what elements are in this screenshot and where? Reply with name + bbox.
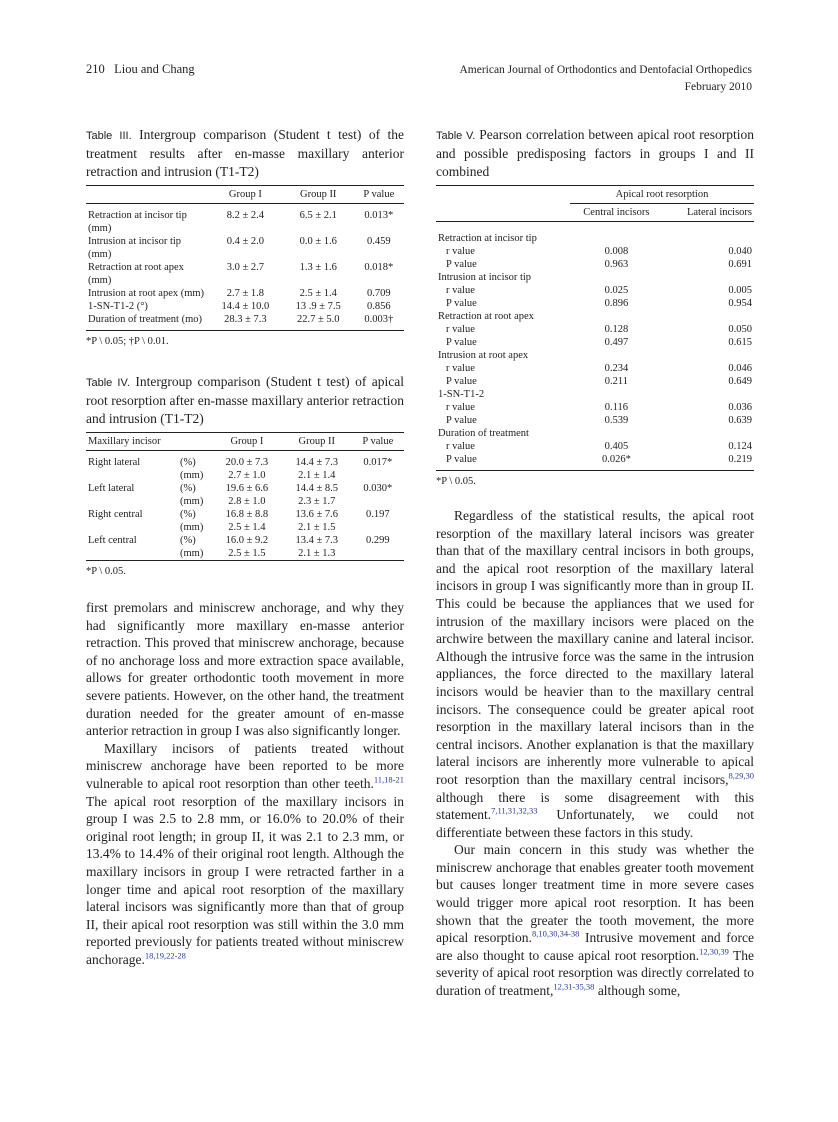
t5-cell: 0.128 (604, 324, 629, 335)
table-5 (436, 126, 754, 487)
table-row (86, 235, 404, 261)
table-row (436, 440, 754, 453)
t5-group-label: 1-SN-T1-2 (438, 389, 485, 400)
journal-issue: February 2010 (684, 81, 752, 93)
t5-cell: 0.124 (728, 441, 752, 452)
t3-cell: 0.709 (367, 288, 391, 299)
running-header-left (86, 62, 195, 77)
table-row (86, 547, 404, 561)
t4-unit: (%) (180, 457, 196, 468)
table-5-label: Table V. (436, 130, 476, 142)
t4-cell: 16.0 ± 9.2 (225, 535, 269, 546)
t5-cell: 0.405 (604, 441, 629, 452)
body-text: Maxillary incisors of patients treated without miniscrew anchorage have been reported to be more vulnerable to apical root resorption than other teeth. (86, 740, 404, 791)
t3-head-p: P value (363, 189, 395, 200)
t4-head-incisor: Maxillary incisor (88, 436, 161, 447)
table-row (86, 469, 404, 482)
t3-head-g1: Group I (228, 189, 262, 200)
t4-cell: 20.0 ± 7.3 (225, 457, 269, 468)
t5-stat-label: P value (446, 454, 477, 465)
t5-stat-label: P value (446, 298, 477, 309)
t3-cell: 1.3 ± 1.6 (299, 262, 337, 273)
table-row (86, 534, 404, 547)
journal-name: American Journal of Orthodontics and Dentofacial Orthopedics (459, 64, 752, 76)
t3-cell: 2.7 ± 1.8 (226, 288, 264, 299)
t4-cell: 2.7 ± 1.0 (228, 470, 266, 481)
table-row (436, 336, 754, 349)
body-text: The apical root resorption of the maxillary incisors in group I was 2.5 to 2.8 mm, or 16.0% to 20.0% of their original root length; in group II, it was 2.1 to 2.3 mm, or 13.4% to 14.4% of their original root length. Although the maxillary incisors in group I were retracted farther in a longer time and apical root resorption of the maxillary lateral incisors was significantly more than that of group II, their apical root resorption was still within the 3.0 mm reported previously for patients treated without miniscrew anchorage. (86, 793, 404, 967)
table-5-grid (436, 185, 754, 471)
table-row (436, 375, 754, 388)
t4-cell: 2.8 ± 1.0 (228, 496, 266, 507)
t4-unit: (%) (180, 509, 196, 520)
t5-stat-label: P value (446, 337, 477, 348)
t4-cell: 14.4 ± 8.5 (295, 483, 339, 494)
table-3-label: Table III. (86, 130, 132, 142)
body-paragraph (86, 740, 404, 969)
table-row (436, 388, 754, 401)
right-body-text (436, 507, 754, 1000)
t5-cell: 0.497 (604, 337, 629, 348)
t3-cell: 0.013* (364, 210, 394, 221)
table-row (436, 323, 754, 336)
t3-cell: 22.7 ± 5.0 (296, 314, 340, 325)
t3-row-label: Duration of treatment (mo) (88, 314, 203, 325)
table-5-caption (436, 126, 754, 181)
table-row (436, 271, 754, 284)
t5-group-label: Intrusion at root apex (438, 350, 529, 361)
table-3-footnote: *P \ 0.05; †P \ 0.01. (86, 336, 169, 347)
t5-cell: 0.649 (728, 376, 752, 387)
table-row (86, 521, 404, 534)
t5-cell: 0.025 (604, 285, 629, 296)
table-row (436, 284, 754, 297)
citation[interactable]: 8,29,30 (728, 770, 754, 781)
table-row (436, 427, 754, 440)
t3-cell: 28.3 ± 7.3 (224, 314, 267, 325)
table-row (86, 313, 404, 331)
body-text: The severity of apical root resorption was directly correlated to duration of treatment, (436, 947, 755, 999)
t3-cell: 8.2 ± 2.4 (226, 210, 264, 221)
body-paragraph (436, 841, 754, 999)
body-text: Unfortunately, we could not differentiate between these factors in this study. (436, 807, 754, 840)
t5-cell: 0.963 (604, 259, 629, 270)
t4-unit: (mm) (180, 470, 204, 481)
t5-span-header: Apical root resorption (570, 186, 754, 204)
t3-row-label: Retraction at root apex (mm) (88, 262, 184, 286)
t5-cell: 0.046 (728, 363, 752, 374)
t5-stat-label: P value (446, 415, 477, 426)
t4-tooth: Left lateral (88, 483, 135, 494)
t3-row-label: Intrusion at root apex (mm) (88, 288, 205, 299)
body-text: Intrusive movement and force are also thought to cause apical root resorption. (436, 930, 754, 963)
t4-cell: 2.1 ± 1.4 (298, 470, 336, 481)
t3-cell: 0.4 ± 2.0 (226, 236, 264, 247)
t4-cell: 2.1 ± 1.5 (298, 522, 336, 533)
t5-cell: 0.008 (604, 246, 629, 257)
t5-cell: 0.954 (728, 298, 752, 309)
t3-head-g2: Group II (299, 189, 337, 200)
table-5-footnote: *P \ 0.05. (436, 476, 476, 487)
t5-stat-label: r value (446, 246, 475, 257)
t5-group-label: Duration of treatment (438, 428, 529, 439)
t3-cell: 0.003† (364, 314, 394, 325)
table-row (436, 414, 754, 427)
t4-unit: (%) (180, 483, 196, 494)
table-3-caption-text: Intergroup comparison (Student t test) of the treatment results after en-masse maxillary anterior retraction and intrusion (T1-T2) (86, 127, 405, 179)
t3-row-label: 1-SN-T1-2 (°) (88, 301, 148, 312)
t4-cell: 2.1 ± 1.3 (298, 548, 336, 559)
t3-cell: 13 .9 ± 7.5 (295, 301, 341, 312)
t4-cell: 14.4 ± 7.3 (295, 457, 339, 468)
t4-head-p: P value (362, 436, 394, 447)
table-row (436, 453, 754, 471)
right-column (436, 126, 754, 1000)
t4-cell: 0.017* (363, 457, 393, 468)
t3-cell: 6.5 ± 2.1 (299, 210, 337, 221)
t5-cell: 0.116 (604, 402, 629, 413)
t5-cell: 0.691 (728, 259, 752, 270)
table-4-label: Table IV. (86, 377, 130, 389)
table-row (436, 258, 754, 271)
table-row (436, 297, 754, 310)
t5-cell: 0.219 (728, 454, 752, 465)
body-text: Our main concern in this study was whether the miniscrew anchorage that enables greater tooth movement but causes longer treatment time in more severe cases would trigger more apical root resorption. It has been shown that the greater the tooth movement, the more apical resorption. (436, 842, 754, 946)
body-text: although some, (594, 983, 681, 999)
table-row (86, 300, 404, 313)
t3-cell: 2.5 ± 1.4 (299, 288, 337, 299)
table-4-caption (86, 373, 404, 428)
t5-stat-label: r value (446, 363, 475, 374)
t4-cell: 13.4 ± 7.3 (295, 535, 339, 546)
body-paragraph: first premolars and miniscrew anchorage, and why they had significantly more maxillary en-masse anterior retraction. This proved that miniscrew anchorage, because of no anchorage loss and more extraction space available, allows for greater orthodontic tooth movement in more severe patients. However, on the other hand, the treatment duration needed for the greater amount of en-masse anterior retraction in group I was also significantly longer. (86, 600, 404, 739)
t4-tooth: Right central (88, 509, 143, 520)
table-4-footnote: *P \ 0.05. (86, 566, 126, 577)
citation[interactable]: 12,30,39 (699, 946, 729, 957)
t5-cell: 0.896 (604, 298, 629, 309)
table-4 (86, 373, 404, 577)
t4-unit: (mm) (180, 548, 204, 559)
t5-cell: 0.234 (604, 363, 629, 374)
t5-cell: 0.040 (728, 246, 752, 257)
t3-cell: 0.459 (367, 236, 391, 247)
t5-cell: 0.036 (728, 402, 752, 413)
t4-cell: 0.030* (363, 483, 393, 494)
body-text: although there is some disagreement with this statement. (436, 789, 754, 823)
t3-row-label: Retraction at incisor tip (mm) (88, 210, 187, 234)
table-3 (86, 126, 404, 347)
citation[interactable]: 7,11,31,32,33 (491, 805, 538, 816)
t4-cell: 2.3 ± 1.7 (298, 496, 336, 507)
t5-group-label: Retraction at incisor tip (438, 233, 537, 244)
t5-head-lateral: Lateral incisors (686, 207, 752, 218)
table-5-caption-text: Pearson correlation between apical root resorption and possible predisposing factors in groups I and II combined (436, 127, 754, 179)
t3-cell: 3.0 ± 2.7 (226, 262, 264, 273)
t5-stat-label: P value (446, 259, 477, 270)
t5-cell: 0.005 (728, 285, 752, 296)
t3-cell: 14.4 ± 10.0 (221, 301, 270, 312)
table-row (86, 456, 404, 469)
t5-stat-label: r value (446, 402, 475, 413)
t4-head-g2: Group II (298, 436, 335, 447)
t4-cell: 2.5 ± 1.5 (228, 548, 266, 559)
t5-cell: 0.615 (728, 337, 752, 348)
table-row (436, 349, 754, 362)
t5-group-label: Retraction at root apex (438, 311, 534, 322)
left-column (86, 126, 404, 968)
t3-cell: 0.0 ± 1.6 (299, 236, 337, 247)
table-4-caption-text: Intergroup comparison (Student t test) of apical root resorption after en-masse maxillary anterior retraction and intrusion (T1-T2) (86, 374, 405, 426)
t5-cell: 0.639 (728, 415, 752, 426)
t5-stat-label: P value (446, 376, 477, 387)
table-row (86, 261, 404, 287)
running-header-right (459, 62, 752, 96)
t5-stat-label: r value (446, 441, 475, 452)
t5-head-central: Central incisors (583, 207, 650, 218)
t3-row-label: Intrusion at incisor tip (mm) (88, 236, 182, 260)
table-row (86, 508, 404, 521)
t5-stat-label: r value (446, 324, 475, 335)
t5-cell: 0.026* (601, 454, 631, 465)
table-row (436, 232, 754, 245)
t4-unit: (%) (180, 535, 196, 546)
table-3-grid (86, 185, 404, 331)
t5-cell: 0.050 (728, 324, 752, 335)
table-3-caption (86, 126, 404, 181)
table-row (86, 209, 404, 235)
t5-stat-label: r value (446, 285, 475, 296)
table-4-grid (86, 432, 404, 561)
citation[interactable]: 8,10,30,34-38 (531, 928, 580, 939)
citation[interactable]: 12,31-35,38 (553, 981, 595, 992)
t3-cell: 0.018* (364, 262, 394, 273)
table-row (436, 401, 754, 414)
t4-head-g1: Group I (230, 436, 264, 447)
page-number: 210 (86, 62, 105, 76)
t5-cell: 0.211 (604, 376, 629, 387)
body-paragraph (436, 507, 754, 841)
citation[interactable]: 18,19,22-28 (144, 950, 186, 961)
t4-unit: (mm) (180, 496, 204, 507)
left-body-text (86, 599, 404, 968)
t4-cell: 16.8 ± 8.8 (225, 509, 269, 520)
table-row (86, 482, 404, 495)
t4-cell: 2.5 ± 1.4 (228, 522, 266, 533)
table-row (436, 310, 754, 323)
t4-unit: (mm) (180, 522, 204, 533)
t3-cell: 0.856 (367, 301, 391, 312)
table-row (436, 362, 754, 375)
t4-cell: 13.6 ± 7.6 (295, 509, 339, 520)
t5-group-label: Intrusion at incisor tip (438, 272, 532, 283)
table-row (86, 495, 404, 508)
body-text: Regardless of the statistical results, the apical root resorption of the maxillary lateral incisors was greater than that of the maxillary central incisors in both groups, and the apical root resorption of the maxillary lateral incisors in group I was significantly more than in group II. This could be because the appliances that we used for intrusion of the maxillary incisors were placed on the archwire between the maxillary canine and lateral incisor. Although the intrusive force was the same in the intrusion appliances, the force directed to the maxillary lateral incisors would be heavier than to the maxillary central incisors. The consequence could be greater apical root resorption in the maxillary lateral incisors than in the central incisors. Another explanation is that the maxillary lateral incisors are inherently more vulnerable to apical root resorption than the maxillary central incisors, (436, 508, 754, 787)
t4-tooth: Left central (88, 535, 137, 546)
t4-cell: 0.299 (366, 535, 390, 546)
t4-cell: 19.6 ± 6.6 (225, 483, 269, 494)
citation[interactable]: 11,18-21 (373, 774, 404, 785)
table-row (86, 287, 404, 300)
table-row (436, 245, 754, 258)
authors: Liou and Chang (114, 62, 195, 76)
t4-cell: 0.197 (366, 509, 390, 520)
t4-tooth: Right lateral (88, 457, 141, 468)
t5-cell: 0.539 (604, 415, 629, 426)
